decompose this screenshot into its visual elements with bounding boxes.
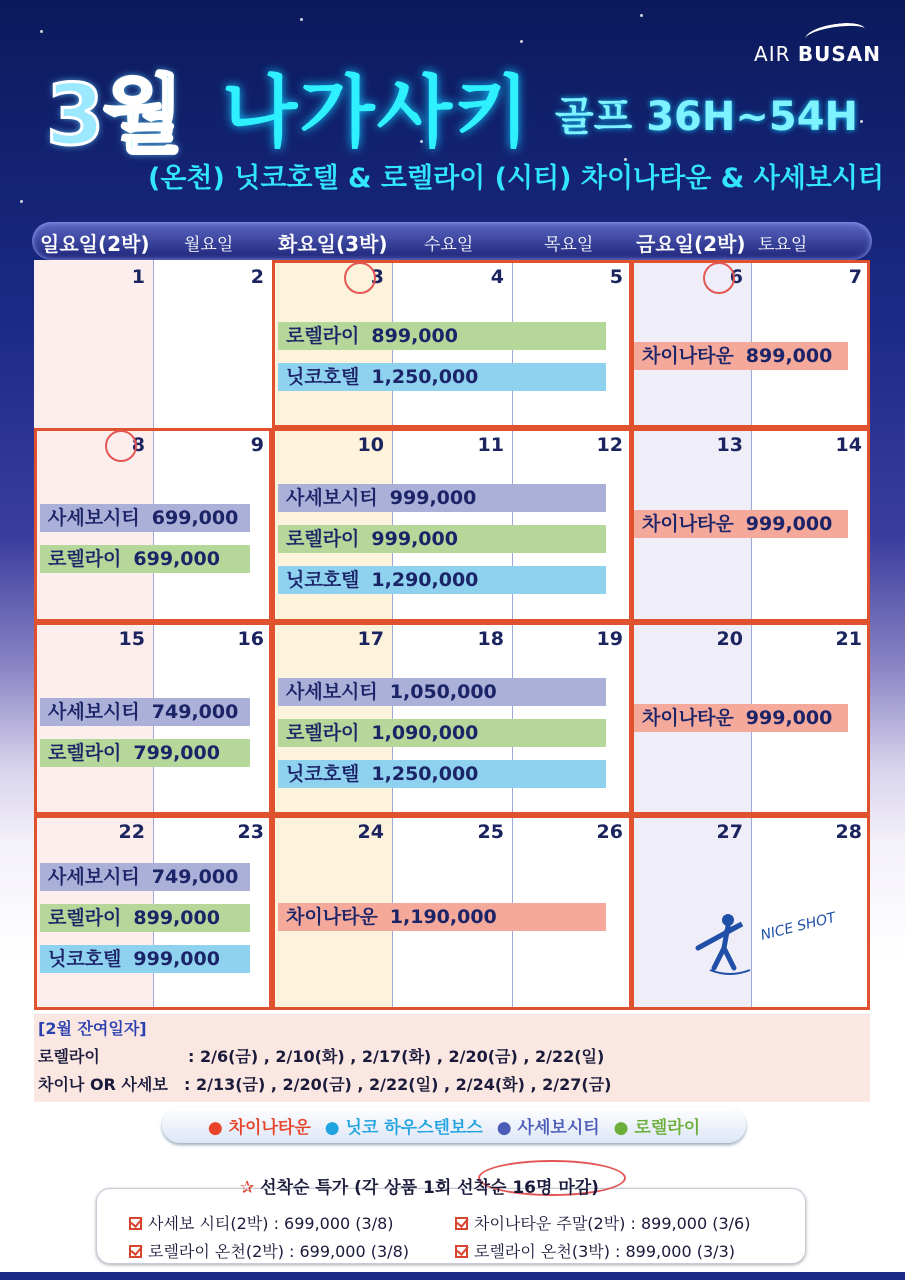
special-title: ✰ 선착순 특가 (각 상품 1회 선착순 16명 마감)	[240, 1178, 599, 1198]
day-number: 17	[357, 628, 384, 650]
legend	[162, 1107, 746, 1143]
weekday-mon: 월요일	[184, 235, 234, 255]
day-number: 25	[477, 821, 504, 843]
remaining-heading: [2월 잔여일자]	[38, 1019, 147, 1038]
day-number: 7	[848, 266, 862, 288]
day-number: 5	[609, 266, 623, 288]
month-title: 3월	[46, 66, 182, 164]
day-number: 1	[131, 266, 145, 288]
brand-logo: AIR BUSAN	[754, 42, 881, 66]
price-tag: 사세보시티 749,000	[40, 698, 250, 726]
weekday-sat: 토요일	[758, 235, 808, 255]
price-tag: 차이나타운 899,000	[634, 342, 848, 370]
weekday-tue: 화요일(3박)	[278, 232, 388, 256]
price-tag: 사세보시티 749,000	[40, 863, 250, 891]
day-number: 20	[716, 628, 743, 650]
hotels-line: (온천) 닛코호텔 & 로렐라이 (시티) 차이나타운 & 사세보시티	[148, 163, 885, 194]
day-number: 16	[237, 628, 264, 650]
price-tag: 로렐라이 999,000	[278, 525, 606, 553]
day-number: 27	[716, 821, 743, 843]
day-number: 14	[835, 434, 862, 456]
legend-item: ● 닛코 하우스텐보스	[324, 1117, 483, 1138]
price-tag: 로렐라이 799,000	[40, 739, 250, 767]
price-tag: 로렐라이 899,000	[278, 322, 606, 350]
price-tag: 로렐라이 699,000	[40, 545, 250, 573]
day-number: 22	[118, 821, 145, 843]
weekday-thu: 목요일	[544, 235, 594, 255]
subtitle: 골프 36H~54H	[555, 94, 859, 140]
price-tag: 차이나타운 999,000	[634, 510, 848, 538]
day-circle	[344, 262, 376, 294]
special-item-3: 로렐라이 온천(2박) : 699,000 (3/8)	[129, 1239, 409, 1262]
legend-item: ● 차이나타운	[207, 1117, 311, 1138]
legend-item: ● 사세보시티	[496, 1117, 600, 1138]
checkbox-icon	[455, 1245, 468, 1258]
remaining-label-2: 차이나 OR 사세보	[38, 1075, 168, 1094]
price-tag: 차이나타운 999,000	[634, 704, 848, 732]
price-tag: 닛코호텔 1,250,000	[278, 760, 606, 788]
price-tag: 차이나타운 1,190,000	[278, 903, 606, 931]
price-tag: 닛코호텔 1,290,000	[278, 566, 606, 594]
special-item-2: 차이나타운 주말(2박) : 899,000 (3/6)	[455, 1211, 750, 1234]
day-number: 11	[477, 434, 504, 456]
special-offer-box	[96, 1188, 806, 1264]
special-item-1: 사세보 시티(2박) : 699,000 (3/8)	[129, 1211, 394, 1234]
day-number: 3	[370, 266, 384, 288]
price-tag: 닛코호텔 999,000	[40, 945, 250, 973]
bottom-bar	[0, 1272, 905, 1280]
remaining-dates-2: : 2/13(금) , 2/20(금) , 2/22(일) , 2/24(화) , 2/27(금)	[184, 1075, 612, 1094]
day-number: 6	[729, 266, 743, 288]
price-tag: 사세보시티 999,000	[278, 484, 606, 512]
day-number: 8	[131, 434, 145, 456]
weekday-wed: 수요일	[424, 235, 474, 255]
day-number: 10	[357, 434, 384, 456]
day-number: 15	[118, 628, 145, 650]
remaining-label-1: 로렐라이	[38, 1047, 100, 1066]
remaining-dates-1: : 2/6(금) , 2/10(화) , 2/17(화) , 2/20(금) , 2/22(일)	[188, 1047, 605, 1066]
nice-shot-text: NICE SHOT	[759, 909, 838, 944]
day-number: 26	[596, 821, 623, 843]
weekday-sun: 일요일(2박)	[40, 232, 150, 256]
remaining-dates-panel	[34, 1014, 870, 1102]
day-number: 19	[596, 628, 623, 650]
star-icon: ✰	[240, 1178, 261, 1198]
price-tag: 로렐라이 1,090,000	[278, 719, 606, 747]
checkbox-icon	[455, 1217, 468, 1230]
day-number: 23	[237, 821, 264, 843]
day-circle	[105, 430, 137, 462]
calendar-grid	[34, 260, 870, 1010]
special-item-4: 로렐라이 온천(3박) : 899,000 (3/3)	[455, 1239, 735, 1262]
price-tag: 사세보시티 1,050,000	[278, 678, 606, 706]
city-title: 나가사키	[222, 68, 532, 158]
day-number: 18	[477, 628, 504, 650]
weekday-fri: 금요일(2박)	[636, 232, 746, 256]
weekday-header	[32, 222, 872, 260]
checkbox-icon	[129, 1217, 142, 1230]
price-tag: 닛코호텔 1,250,000	[278, 363, 606, 391]
day-number: 28	[835, 821, 862, 843]
day-number: 13	[716, 434, 743, 456]
day-circle	[703, 262, 735, 294]
day-number: 24	[357, 821, 384, 843]
day-number: 2	[250, 266, 264, 288]
day-number: 21	[835, 628, 862, 650]
price-tag: 사세보시티 699,000	[40, 504, 250, 532]
day-number: 12	[596, 434, 623, 456]
golfer-nice-shot-icon	[690, 908, 838, 988]
day-number: 9	[250, 434, 264, 456]
price-tag: 로렐라이 899,000	[40, 904, 250, 932]
legend-item: ● 로렐라이	[613, 1117, 701, 1138]
checkbox-icon	[129, 1245, 142, 1258]
day-number: 4	[490, 266, 504, 288]
